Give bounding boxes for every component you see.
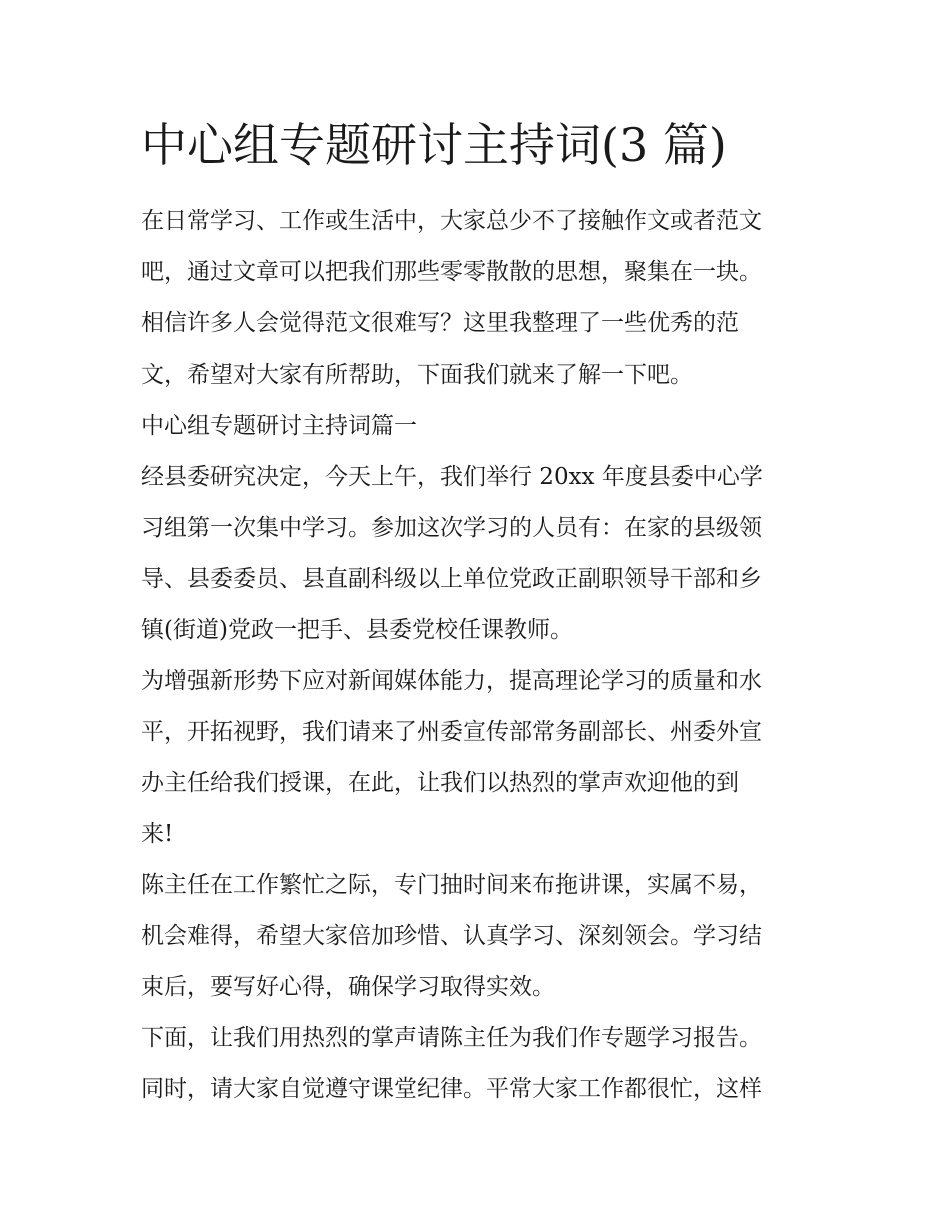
text-line: 习组第一次集中学习。参加这次学习的人员有：在家的县级领 [141, 515, 762, 541]
text-line: 陈主任在工作繁忙之际，专门抽时间来布拖讲课，实属不易， [141, 872, 762, 898]
text-line: 导、县委委员、县直副科级以上单位党政正副职领导干部和乡 [141, 566, 762, 592]
document-title: 中心组专题研讨主持词(3 篇) [141, 118, 727, 172]
text-line: 同时，请大家自觉遵守课堂纪律。平常大家工作都很忙，这样 [141, 1076, 762, 1102]
section-heading: 中心组专题研讨主持词篇一 [141, 413, 417, 439]
text-line: 吧，通过文章可以把我们那些零零散散的思想，聚集在一块。 [141, 259, 762, 285]
text-line: 机会难得，希望大家倍加珍惜、认真学习、深刻领会。学习结 [141, 923, 762, 949]
text-line: 平，开拓视野，我们请来了州委宣传部常务副部长、州委外宣 [141, 719, 762, 745]
text-line: 办主任给我们授课，在此，让我们以热烈的掌声欢迎他的到 [141, 770, 739, 796]
text-line: 束后，要写好心得，确保学习取得实效。 [141, 974, 555, 1000]
text-line: 在日常学习、工作或生活中，大家总少不了接触作文或者范文 [141, 208, 762, 234]
text-line: 来! [141, 821, 174, 847]
text-line: 相信许多人会觉得范文很难写？这里我整理了一些优秀的范 [141, 310, 739, 336]
text-line: 下面，让我们用热烈的掌声请陈主任为我们作专题学习报告。 [141, 1025, 762, 1051]
text-line: 为增强新形势下应对新闻媒体能力，提高理论学习的质量和水 [141, 668, 762, 694]
text-line: 文，希望对大家有所帮助，下面我们就来了解一下吧。 [141, 362, 693, 388]
text-line: 镇(街道)党政一把手、县委党校任课教师。 [141, 617, 573, 643]
text-line: 经县委研究决定，今天上午，我们举行 20xx 年度县委中心学 [141, 464, 763, 490]
